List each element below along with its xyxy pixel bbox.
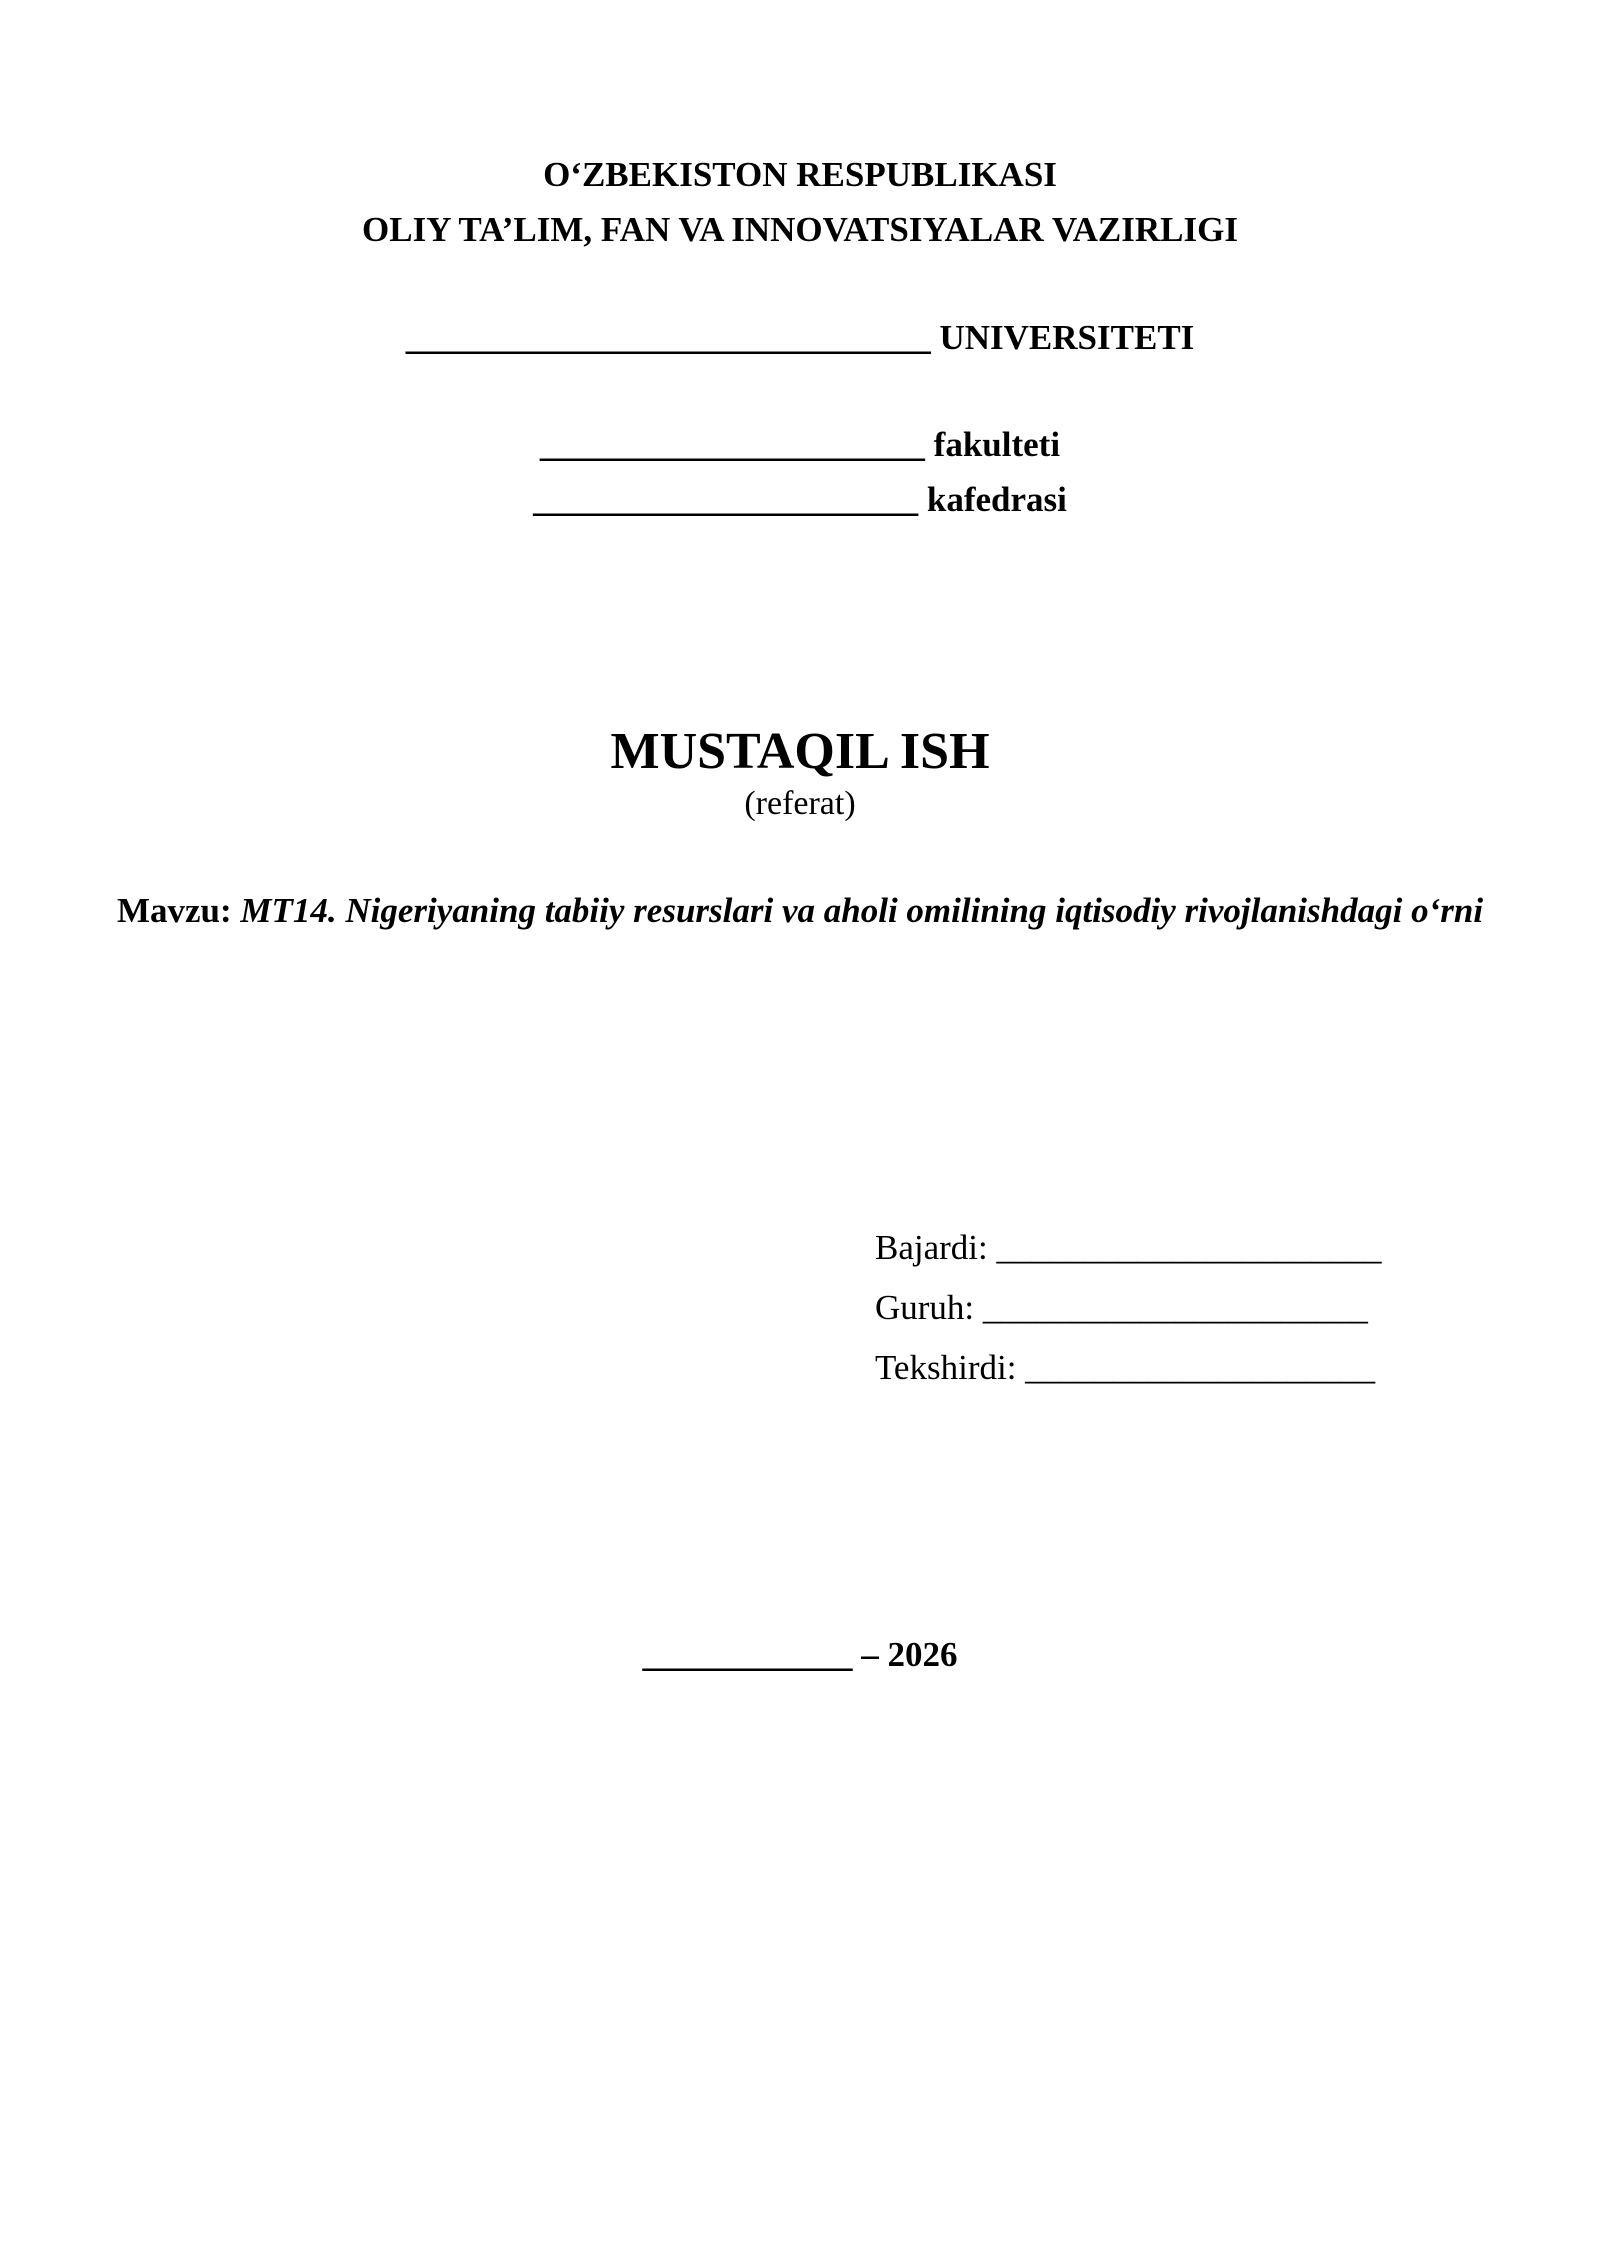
document-title: MUSTAQIL ISH xyxy=(610,723,990,780)
topic-label: Mavzu: xyxy=(116,891,241,930)
country-heading: O‘ZBEKISTON RESPUBLIKASI xyxy=(543,155,1057,194)
performed-by-line: Bajardi: ______________________ xyxy=(875,1228,1382,1267)
faculty-line: ______________________ fakulteti xyxy=(539,425,1061,464)
year-line: ____________ – 2026 xyxy=(642,1635,958,1674)
department-line: ______________________ kafedrasi xyxy=(533,480,1067,519)
ministry-heading: OLIY TA’LIM, FAN VA INNOVATSIYALAR VAZIRLIGI xyxy=(362,210,1238,249)
checked-by-line: Tekshirdi: ____________________ xyxy=(875,1348,1376,1387)
group-line: Guruh: ______________________ xyxy=(875,1288,1368,1327)
document-subtitle: (referat) xyxy=(744,785,856,822)
university-line: ______________________________ UNIVERSITETI xyxy=(405,318,1195,357)
topic-block xyxy=(0,878,1600,943)
topic-text: MT14. Nigeriyaning tabiiy resurslari va aholi omilining iqtisodiy rivojlanishdagi o‘rni xyxy=(240,891,1484,930)
